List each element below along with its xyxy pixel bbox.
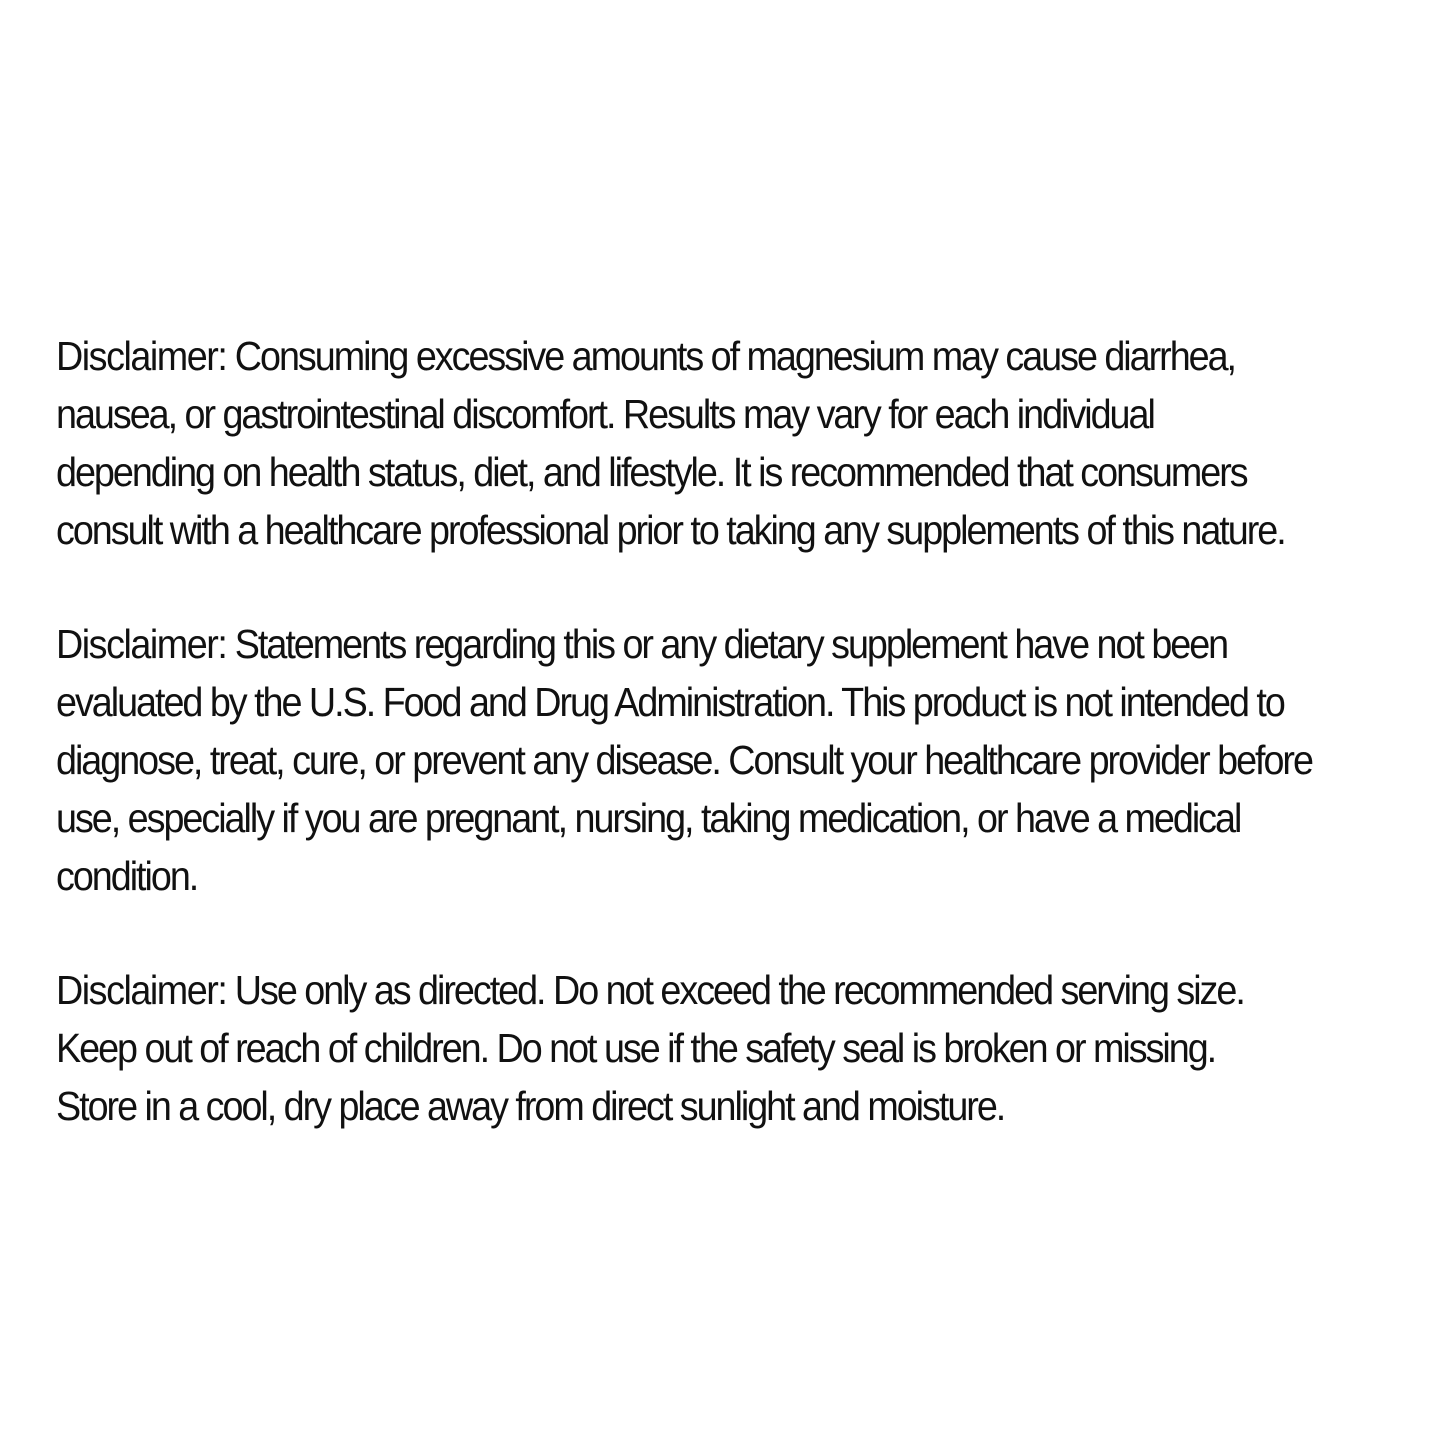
disclaimer-line: consult with a healthcare professional prior to taking any supplements of this nature. [56,507,1285,553]
disclaimer-line [56,615,1427,673]
disclaimer-line: condition. [56,853,198,899]
disclaimer-line: Store in a cool, dry place away from direct sunlight and moisture. [56,1083,1005,1129]
disclaimer-line: Keep out of reach of children. Do not use if the safety seal is broken or missing. [56,1025,1216,1071]
disclaimer-line: nausea, or gastrointestinal discomfort. Results may vary for each individual [56,391,1154,437]
disclaimer-line [56,327,1427,385]
disclaimer-text: Use only as directed. Do not exceed the recommended serving size. [234,967,1244,1013]
disclaimer-line: depending on health status, diet, and lifestyle. It is recommended that consumers [56,449,1247,495]
disclaimer-label: Disclaimer: [56,621,227,667]
disclaimer-label: Disclaimer: [56,967,227,1013]
disclaimer-line: evaluated by the U.S. Food and Drug Administration. This product is not intended to [56,679,1284,725]
disclaimer-text: Statements regarding this or any dietary supplement have not been [234,621,1228,667]
disclaimer-magnesium [56,327,1427,559]
disclaimer-line: use, especially if you are pregnant, nursing, taking medication, or have a medical [56,795,1241,841]
disclaimer-line: diagnose, treat, cure, or prevent any disease. Consult your healthcare provider before [56,737,1312,783]
disclaimer-label: Disclaimer: [56,333,227,379]
disclaimer-document [56,327,1426,1135]
disclaimer-line [56,961,1427,1019]
disclaimer-text: Consuming excessive amounts of magnesium may cause diarrhea, [234,333,1236,379]
disclaimer-usage [56,961,1427,1135]
disclaimer-fda [56,615,1427,905]
